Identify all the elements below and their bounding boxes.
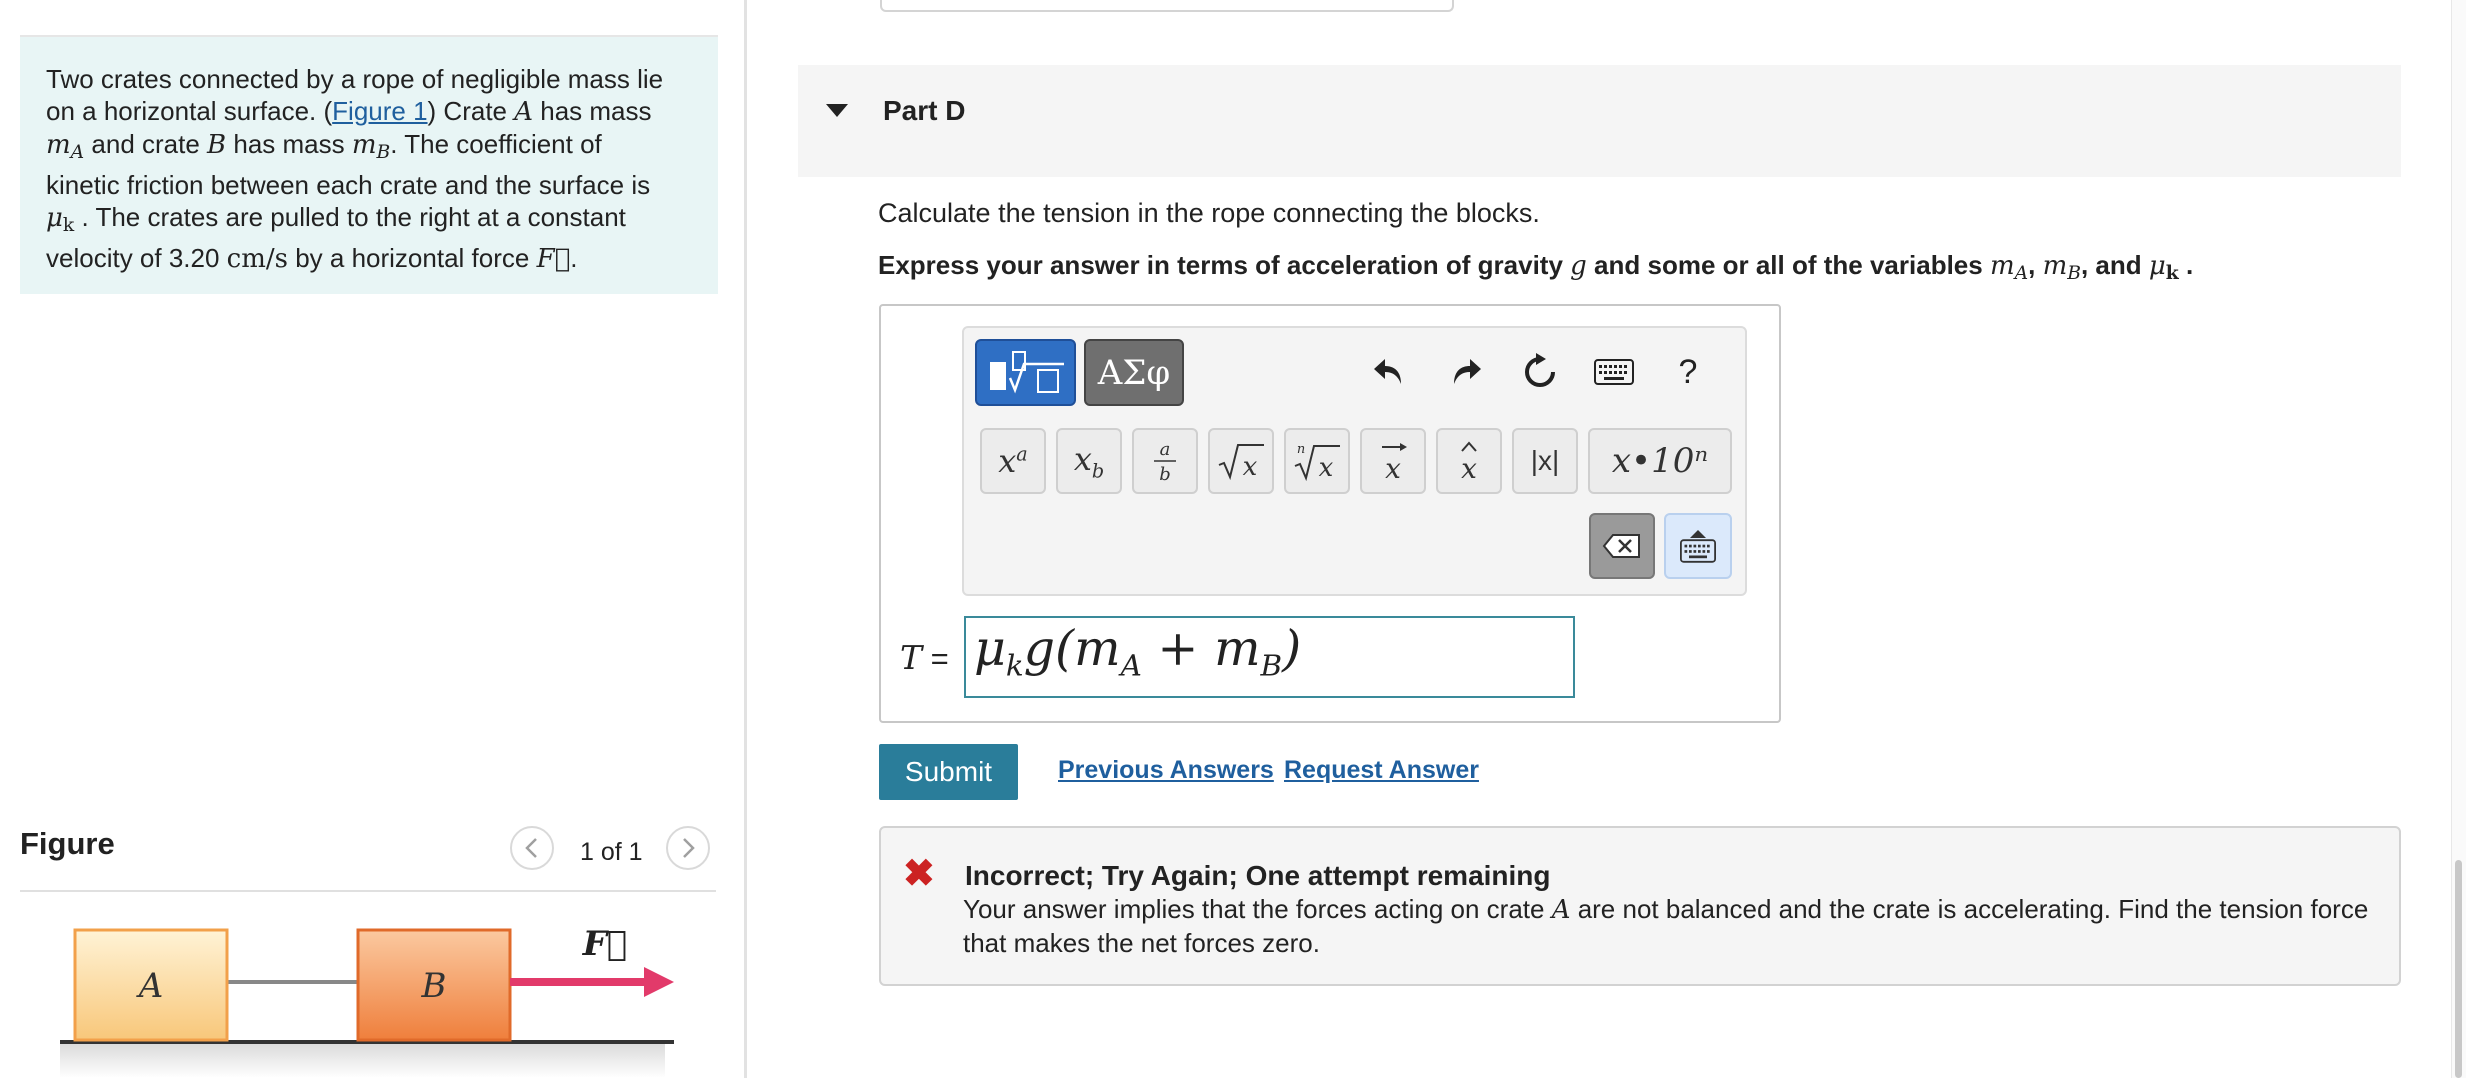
problem-line: [46, 201, 693, 242]
chevron-left-icon: [524, 837, 540, 859]
svg-text:x: x: [1318, 453, 1334, 482]
problem-text: has mass: [533, 96, 652, 126]
backspace-button[interactable]: [1589, 513, 1655, 579]
problem-text: . The crates are pulled to the right at a constant: [74, 202, 626, 233]
mass-symbol: m: [2042, 251, 2068, 281]
problem-text: on a horizontal surface. (: [46, 96, 333, 126]
problem-text: . The coefficient of: [390, 129, 602, 159]
subscript: k: [2165, 262, 2179, 285]
mass-symbol: m: [1989, 251, 2015, 281]
figure-link[interactable]: Figure 1: [332, 96, 428, 126]
problem-text: Two crates connected by a rope of negligible mass lie: [46, 64, 664, 94]
subscript-icon: $x_b$: [1073, 439, 1105, 483]
keyboard-toggle-button[interactable]: [1664, 513, 1732, 579]
symbols-mode-button[interactable]: ΑΣφ: [1084, 339, 1184, 406]
crate-a-symbol: A: [514, 97, 534, 127]
mu-symbol: μ: [2148, 251, 2166, 281]
vector-template-button[interactable]: [1360, 428, 1426, 494]
vector-icon: [1376, 438, 1410, 484]
request-answer-link[interactable]: Request Answer: [1284, 756, 1479, 784]
feedback-text: are not balanced and the crate is accelerating. Find the tension force that makes the net forces zero.: [963, 894, 2369, 958]
feedback-text: Your answer implies that the forces acting on crate: [963, 894, 1552, 924]
problem-line: [46, 95, 693, 128]
answer-subscript: B: [1260, 648, 1283, 683]
templates-icon: [982, 348, 1070, 398]
problem-text: velocity of 3.20: [46, 243, 227, 274]
divider: [20, 890, 716, 892]
instruction-text: and some or all of the variables: [1586, 250, 1990, 280]
hat-icon: [1452, 438, 1486, 484]
crate-b-label: B: [421, 966, 447, 1006]
problem-line: [46, 242, 693, 275]
tension-symbol: T: [900, 638, 923, 677]
question-text: Calculate the tension in the rope connecting the blocks.: [878, 198, 1540, 228]
svg-text:x: x: [1385, 452, 1401, 484]
absolute-value-icon: |x|: [1530, 445, 1560, 476]
problem-text: kinetic friction between each crate and the surface is: [46, 170, 651, 201]
previous-answers-link[interactable]: Previous Answers: [1058, 756, 1274, 784]
answer-variable-label: [900, 638, 949, 677]
part-header[interactable]: [798, 65, 2401, 177]
gravity-symbol: g: [1570, 251, 1587, 281]
crate-b-symbol: B: [207, 130, 227, 160]
submit-button[interactable]: Submit: [879, 744, 1018, 800]
mass-symbol: m: [46, 130, 71, 160]
svg-text:a: a: [1159, 439, 1171, 460]
unit-vector-template-button[interactable]: [1436, 428, 1502, 494]
nth-root-template-button[interactable]: [1284, 428, 1350, 494]
problem-text: by a horizontal force: [287, 243, 537, 274]
subscript: B: [2067, 263, 2081, 285]
svg-text:n: n: [1296, 442, 1306, 457]
answer-text: ): [1282, 620, 1302, 677]
answer-input[interactable]: [964, 616, 1575, 698]
figure-heading: Figure: [20, 826, 115, 861]
square-root-template-button[interactable]: [1208, 428, 1274, 494]
subscript-template-button[interactable]: [1056, 428, 1122, 494]
chevron-right-icon: [680, 837, 696, 859]
instruction-text: ,: [2028, 250, 2043, 280]
fraction-template-button[interactable]: [1132, 428, 1198, 494]
svg-text:x: x: [1461, 452, 1477, 484]
figure-pager-count: 1 of 1: [580, 838, 643, 866]
previous-figure-button[interactable]: [510, 826, 554, 870]
absolute-value-template-button[interactable]: [1512, 428, 1578, 494]
problem-text: .: [570, 243, 578, 274]
instruction-text: .: [2178, 250, 2194, 280]
problem-text: has mass: [226, 129, 352, 159]
subscript: k: [62, 215, 75, 237]
subscript: B: [376, 142, 391, 164]
instruction-text: Express your answer in terms of acceleration of gravity: [878, 250, 1571, 280]
force-label: F⃗: [582, 924, 628, 964]
svg-text:b: b: [1159, 464, 1171, 484]
problem-text: ) Crate: [427, 96, 515, 126]
feedback-title: Incorrect; Try Again; One attempt remaining: [965, 860, 1551, 891]
subscript: A: [2014, 263, 2029, 285]
nth-root-icon: [1292, 440, 1342, 482]
undo-icon[interactable]: [1367, 350, 1411, 394]
problem-line: [46, 63, 693, 95]
problem-line: [46, 128, 693, 169]
backspace-icon: [1602, 533, 1642, 559]
answer-subscript: A: [1120, 648, 1142, 683]
force-symbol: F⃗: [536, 244, 571, 275]
answer-text: g(m: [1023, 620, 1121, 677]
keyboard-icon[interactable]: [1592, 350, 1636, 394]
caret-down-icon[interactable]: [826, 104, 848, 117]
crate-a-label: A: [138, 966, 164, 1006]
instruction-text: , and: [2080, 250, 2149, 280]
fraction-icon: [1150, 438, 1180, 484]
equals-sign: =: [922, 641, 949, 676]
mass-symbol: m: [351, 130, 377, 160]
scrollbar-thumb[interactable]: [2455, 860, 2462, 1078]
svg-text:x: x: [1242, 452, 1258, 481]
part-title: Part D: [883, 95, 966, 126]
redo-icon[interactable]: [1444, 350, 1488, 394]
answer-text: μ: [974, 620, 1006, 677]
answer-instruction: [878, 250, 2193, 284]
ground-shadow: [60, 1042, 665, 1078]
caret-up-icon: [1689, 529, 1707, 539]
answer-subscript: k: [1005, 648, 1024, 683]
answer-text: + m: [1141, 620, 1261, 677]
scientific-notation-template-button[interactable]: [1588, 428, 1732, 494]
figure-diagram: [20, 905, 710, 1078]
mu-symbol: μ: [46, 203, 63, 234]
error-icon: ✖: [903, 853, 935, 895]
scientific-notation-icon: x•10ⁿ: [1611, 441, 1709, 481]
help-icon[interactable]: ?: [1678, 352, 1698, 391]
subscript: A: [70, 142, 85, 164]
problem-statement: [20, 37, 718, 294]
previous-part-card: [880, 0, 1454, 12]
square-root-icon: [1216, 441, 1266, 481]
feedback-message: [963, 893, 2383, 960]
problem-line: [46, 169, 693, 201]
reset-icon[interactable]: [1518, 350, 1562, 394]
templates-mode-button[interactable]: [975, 339, 1076, 406]
keyboard-icon: [1680, 539, 1716, 563]
superscript-icon: $x^a$: [998, 442, 1028, 480]
problem-text: and crate: [84, 129, 208, 159]
force-arrow-head: [644, 967, 674, 997]
next-figure-button[interactable]: [666, 826, 710, 870]
unit: cm/s: [226, 244, 288, 275]
crate-a-symbol: A: [1551, 895, 1571, 925]
superscript-template-button[interactable]: [980, 428, 1046, 494]
